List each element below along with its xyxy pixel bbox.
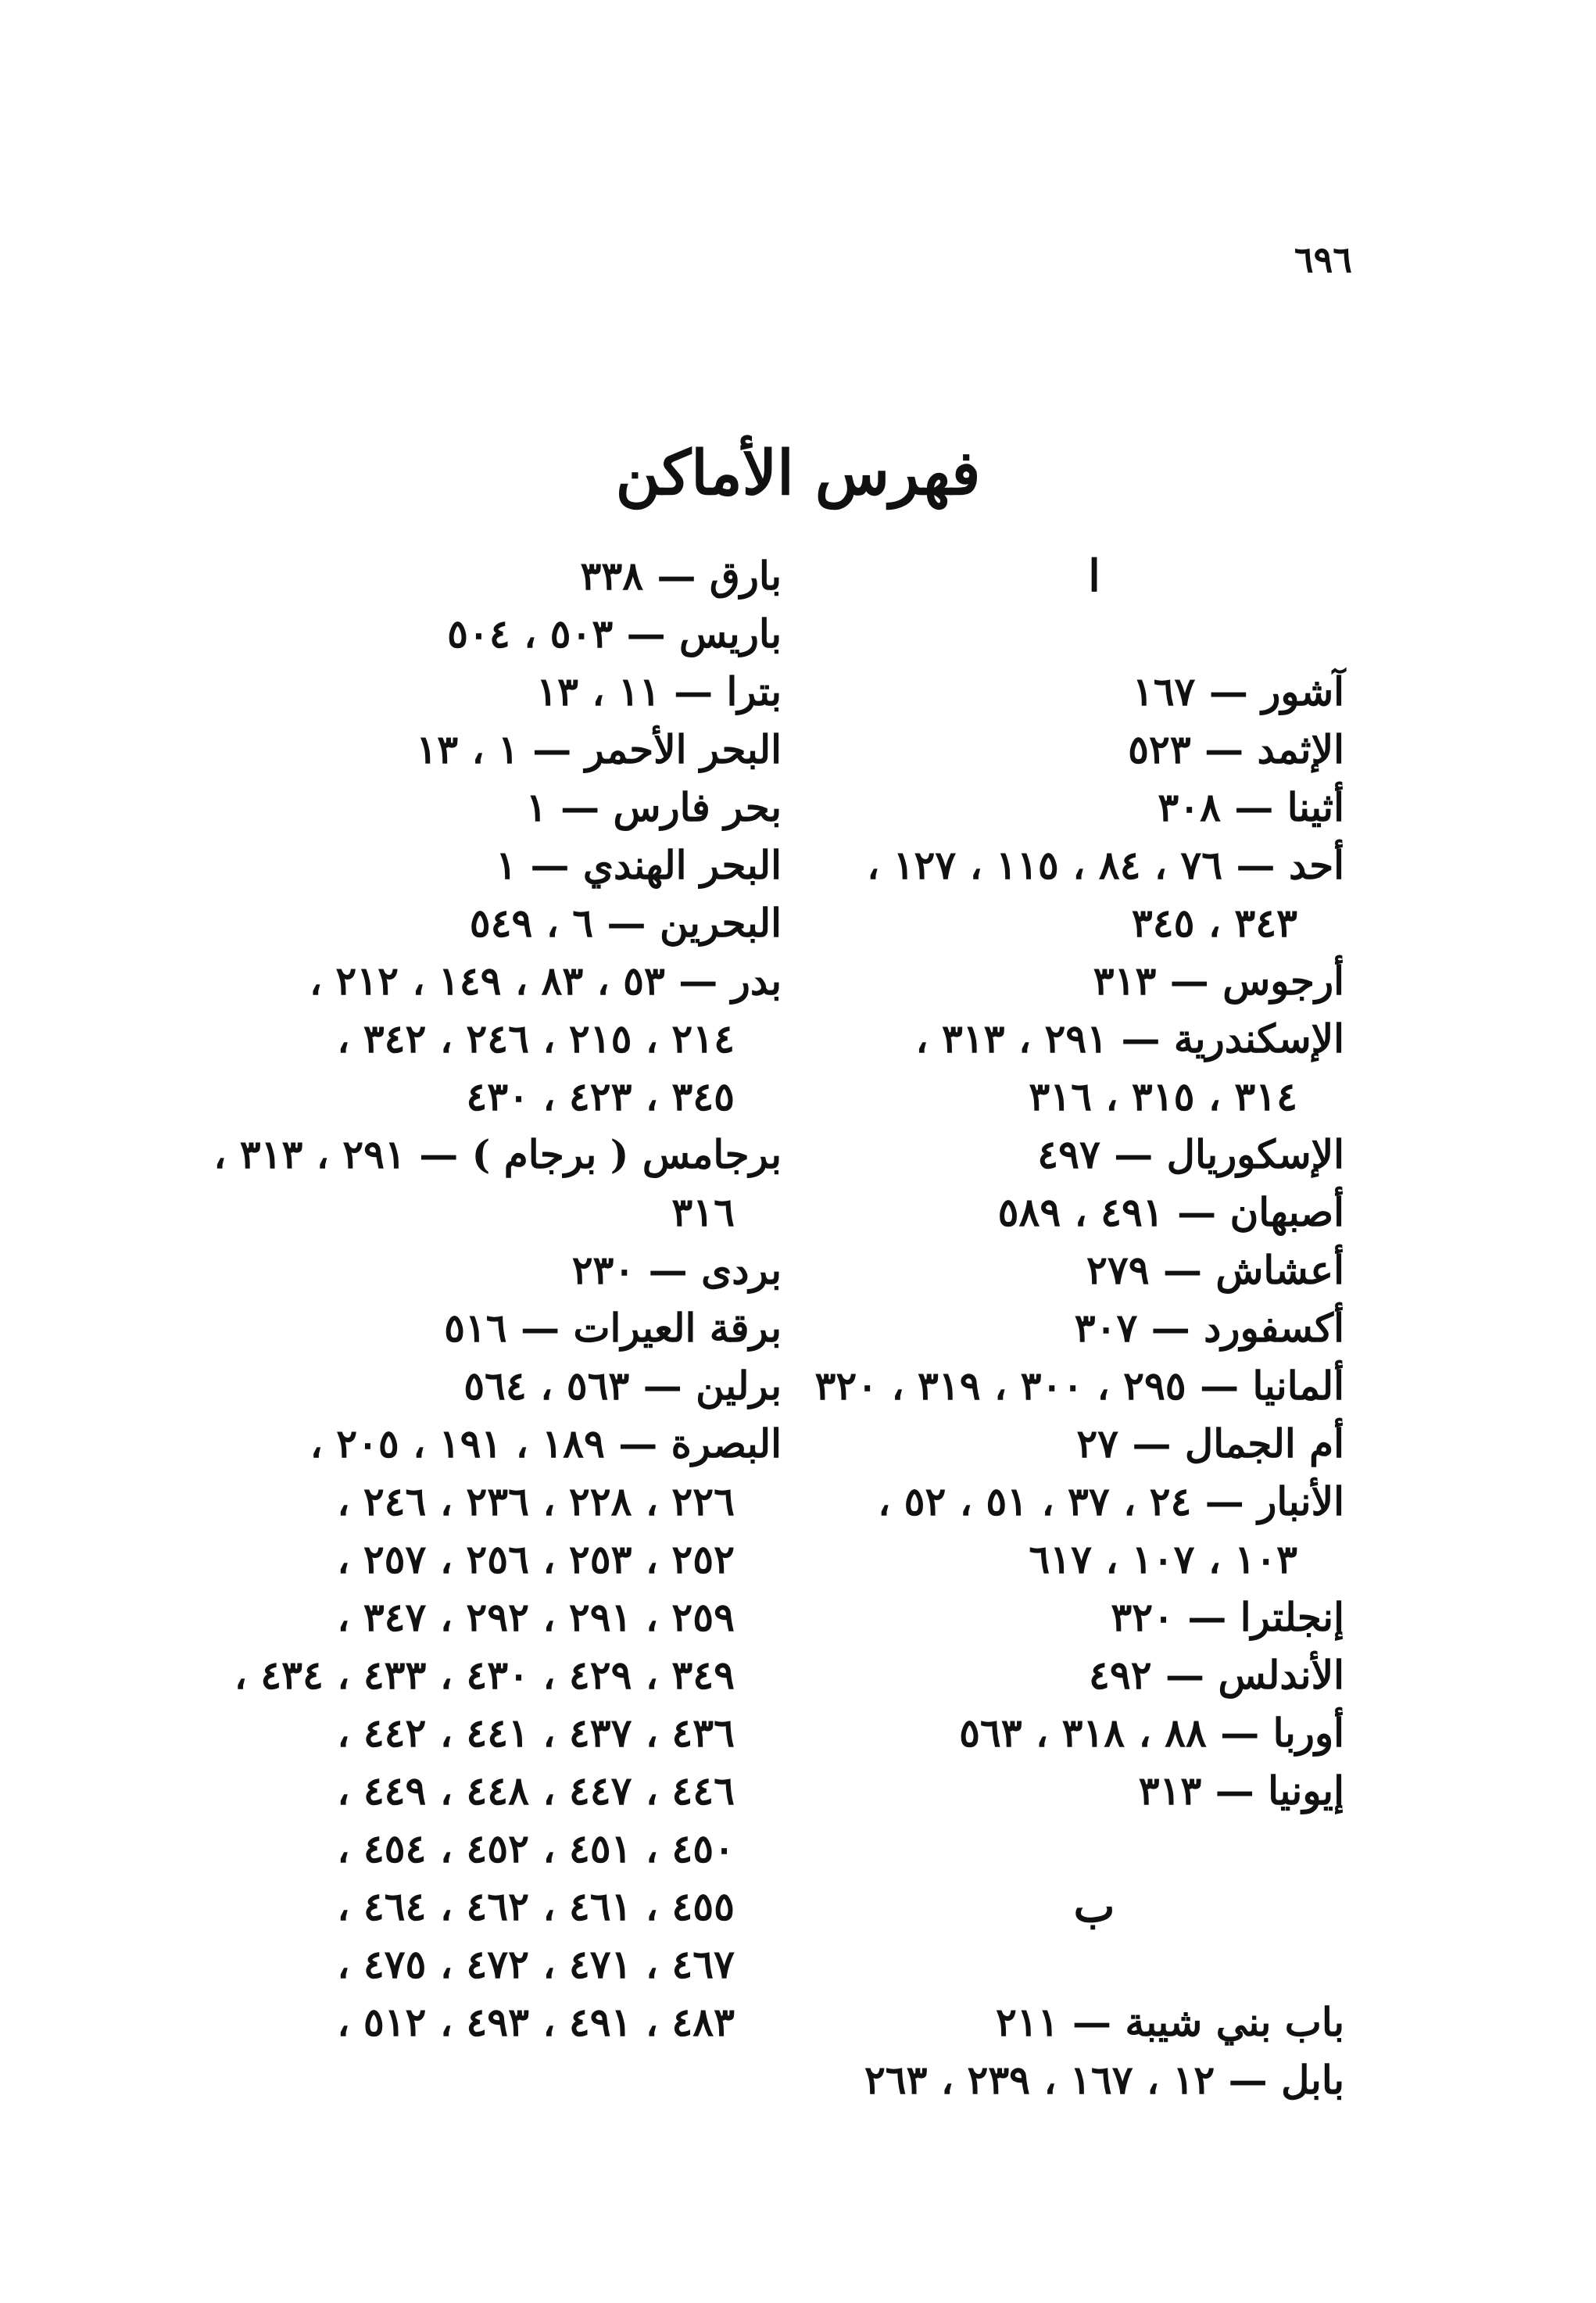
index-entry-continuation: ٢٥٩ ، ٢٩١ ، ٢٩٢ ، ٣٤٧ ، [337, 1594, 735, 1640]
index-entry: باريس — ٥٠٣ ، ٥٠٤ [447, 611, 782, 657]
index-entry: أثينا — ٣٠٨ [1158, 784, 1344, 830]
page-title: فهرس الأماكن [615, 438, 981, 509]
index-entry-continuation: ٤٣٦ ، ٤٣٧ ، ٤٤١ ، ٤٤٢ ، [337, 1710, 735, 1756]
index-entry: أحد — ٧٦ ، ٨٤ ، ١١٥ ، ١٢٧ ، [867, 842, 1344, 888]
index-entry: الأندلس — ٤٩٢ [1089, 1652, 1344, 1698]
index-entry: البحر الهندي — ١ [496, 842, 782, 888]
index-entry: إيونيا — ٣١٣ [1138, 1768, 1344, 1814]
index-entry-continuation: ٢١٤ ، ٢١٥ ، ٢٤٦ ، ٣٤٢ ، [337, 1015, 735, 1062]
index-entry: أكسفورد — ٣٠٧ [1074, 1305, 1344, 1351]
index-entry: ألمانيا — ٢٩٥ ، ٣٠٠ ، ٣١٩ ، ٣٢٠ [814, 1363, 1344, 1409]
index-column-right [814, 547, 1344, 2109]
index-entry: الإثمد — ٥٢٣ [1128, 726, 1344, 772]
spacer [844, 605, 1344, 663]
index-entry: الأنبار — ٢٤ ، ٣٧ ، ٥١ ، ٥٢ ، [878, 1478, 1344, 1524]
index-entry-continuation: ٣٤٣ ، ٣٤٥ [1131, 900, 1297, 946]
index-entry-continuation: ٤٦٧ ، ٤٧١ ، ٤٧٢ ، ٤٧٥ ، [337, 1941, 735, 1987]
index-entry: برجامس ( برجام ) — ٢٩١ ، ٣١٣ ، [213, 1131, 782, 1177]
page-number: ٦٩٦ [1294, 238, 1352, 281]
index-entry: الإسكوريال — ٤٩٧ [1037, 1131, 1344, 1177]
index-entry-continuation: ٤٥٥ ، ٤٦١ ، ٤٦٢ ، ٤٦٤ ، [337, 1883, 735, 1929]
index-entry-continuation: ١٠٣ ، ١٠٧ ، ٦١٧ [1029, 1536, 1297, 1582]
index-entry: بارق — ٣٣٨ [580, 553, 782, 599]
index-entry: برقة العيرات — ٥١٦ [444, 1305, 782, 1351]
section-letter: ب [1073, 1881, 1115, 1932]
index-entry: البحرين — ٦ ، ٥٤٩ [469, 900, 782, 946]
index-entry: أوربا — ٨٨ ، ٣١٨ ، ٥٦٣ [959, 1710, 1344, 1756]
index-entry: باب بني شيبة — ٢١١ [996, 1999, 1344, 2045]
section-letter: ا [1088, 550, 1100, 602]
index-entry: برلين — ٥٦٣ ، ٥٦٤ [463, 1363, 782, 1409]
index-entry: أرجوس — ٣١٣ [1093, 958, 1344, 1004]
index-entry: بابل — ١٢ ، ١٦٧ ، ٢٣٩ ، ٢٦٣ [864, 2057, 1344, 2103]
index-entry-continuation: ٤٥٠ ، ٤٥١ ، ٤٥٢ ، ٤٥٤ ، [337, 1825, 735, 1871]
spacer [844, 1936, 1344, 1993]
index-entry: أم الجمال — ٢٧ [1076, 1420, 1344, 1467]
index-entry: بردى — ٢٣٠ [571, 1247, 782, 1293]
index-entry: أصبهان — ٤٩١ ، ٥٨٩ [997, 1189, 1344, 1235]
index-entry-continuation: ٢٢٦ ، ٢٢٨ ، ٢٣٦ ، ٢٤٦ ، [337, 1478, 735, 1524]
index-entry: البحر الأحمر — ١ ، ١٣ [416, 726, 782, 772]
index-entry-continuation: ٤٤٦ ، ٤٤٧ ، ٤٤٨ ، ٤٤٩ ، [337, 1768, 735, 1814]
index-entry-continuation: ٢٥٢ ، ٢٥٣ ، ٢٥٦ ، ٢٥٧ ، [337, 1536, 735, 1582]
index-entry: الإسكندرية — ٢٩١ ، ٣١٣ ، [915, 1015, 1344, 1062]
spacer [844, 1820, 1344, 1878]
index-entry: البصرة — ١٨٩ ، ١٩١ ، ٢٠٥ ، [310, 1420, 782, 1467]
index-entry: إنجلترا — ٣٢٠ [1111, 1594, 1344, 1640]
index-entry-continuation: ٣٤٩ ، ٤٢٩ ، ٤٣٠ ، ٤٣٣ ، ٤٣٤ ، [234, 1652, 735, 1698]
index-entry: بترا — ١١ ، ١٣ [536, 668, 782, 715]
index-entry: بحر فارس — ١ [525, 784, 782, 830]
index-entry-continuation: ٣١٤ ، ٣١٥ ، ٣١٦ [1029, 1073, 1297, 1119]
index-entry-continuation: ٣١٦ [671, 1189, 735, 1235]
index-column-left [213, 547, 782, 2051]
index-entry: آشور — ١٦٧ [1132, 668, 1344, 715]
index-entry-continuation: ٤٨٣ ، ٤٩١ ، ٤٩٣ ، ٥١٢ ، [337, 1999, 735, 2045]
index-entry-continuation: ٣٤٥ ، ٤٢٣ ، ٤٣٠ [466, 1073, 735, 1119]
index-entry: أعشاش — ٢٧٩ [1086, 1247, 1344, 1293]
index-entry: بدر — ٥٣ ، ٨٣ ، ١٤٩ ، ٢١٢ ، [309, 958, 782, 1004]
